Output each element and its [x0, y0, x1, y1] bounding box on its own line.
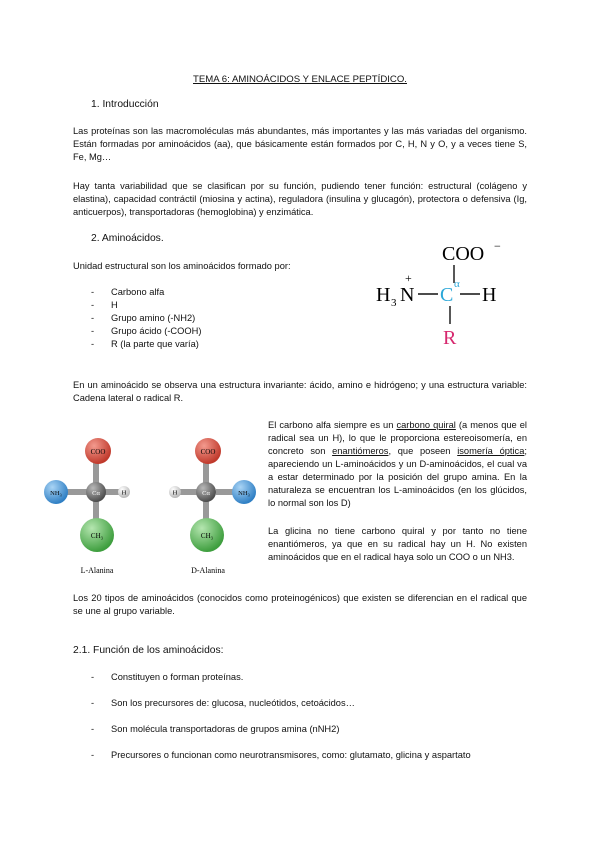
l-alanine-caption: L-Alanina: [80, 566, 114, 575]
l-alanine-model: [44, 438, 130, 575]
list-item: - Precursores o funcionan como neurotransmisores, como: glutamato, glicina y aspartato: [91, 749, 527, 762]
term-enantiomeros: enantiómeros: [332, 446, 389, 456]
list-item: - Son los precursores de: glucosa, nucleótidos, cetoácidos…: [91, 697, 527, 710]
page-title: TEMA 6: AMINOÁCIDOS Y ENLACE PEPTÍDICO.: [193, 74, 407, 85]
formula-h: H: [482, 284, 497, 306]
section-heading-aminoacidos: 2. Aminoácidos.: [91, 233, 164, 244]
list-item: - H: [91, 299, 311, 312]
paragraph-carbono-alfa: El carbono alfa siempre es un carbono quiral (a menos que el radical sea un H), lo que le proporciona estereoisomería, en concreto son enantiómeros, que poseen isomería óptica; apareciendo un L-aminoácidos y un D-aminoácidos, el cual va a estar determinado por la posición del grupo amina. En la naturaleza se encuentran los L-aminoácidos (en los glúcidos, lo normal son los D): [268, 420, 527, 508]
list-item: - Son molécula transportadoras de grupos amina (nNH2): [91, 723, 527, 736]
components-list: [91, 286, 311, 351]
coo-label: COO: [90, 448, 106, 456]
nh3-label: NH₃: [238, 490, 250, 497]
paragraph-proteinas: Las proteínas son las macromoléculas más abundantes, más importantes y las más variadas del organismo. Están formadas por aminoácidos (aa), que básicamente están formados por C, H, N y O, y a veces tiene S, Fe, Mg…: [73, 126, 527, 162]
formula-r: R: [443, 327, 457, 349]
coo-label: COO: [200, 448, 216, 456]
section-heading-funcion: 2.1. Función de los aminoácidos:: [73, 645, 224, 656]
d-alanine-caption: D-Alanina: [191, 566, 225, 575]
list-item: - Constituyen o forman proteínas.: [91, 671, 527, 684]
formula-coo: COO: [442, 243, 485, 265]
list-item: - R (la parte que varía): [91, 338, 311, 351]
amino-acid-formula: [370, 238, 520, 350]
term-isomeria-optica: isomería óptica: [457, 446, 525, 456]
formula-n: N: [400, 284, 415, 306]
formula-n-charge: +: [405, 271, 412, 285]
alanine-enantiomers-figure: [40, 432, 265, 580]
term-carbono-quiral: carbono quiral: [396, 420, 456, 430]
section-heading-introduccion: 1. Introducción: [91, 99, 159, 110]
formula-h3-sub: 3: [391, 297, 397, 309]
formula-h3: H: [376, 284, 391, 306]
list-item: - Grupo amino (-NH2): [91, 312, 311, 325]
paragraph-variabilidad: Hay tanta variabilidad que se clasifican por su función, pudiendo tener función: estructural (colágeno y elastina), capacidad contráctil (miosina y actina), reguladora (insulina y glucagón), protectora o defensiva (Ig, anticuerpos), transportadoras (hemoglobina) y enzimática.: [73, 181, 527, 217]
formula-alpha: α: [454, 278, 460, 290]
formula-coo-charge: −: [494, 239, 501, 253]
ch3-label: CH₃: [200, 532, 214, 540]
h-label: H: [172, 489, 178, 497]
d-alanine-model: [169, 438, 256, 575]
nh3-label: NH₃: [50, 490, 62, 497]
list-item: - Grupo ácido (-COOH): [91, 325, 311, 338]
paragraph-20-tipos: Los 20 tipos de aminoácidos (conocidos como proteinogénicos) que existen se diferencian en el radical que se une al grupo variable.: [73, 593, 527, 616]
formula-c: C: [440, 284, 454, 306]
alpha-carbon-label: Cα: [92, 490, 100, 497]
paragraph-glicina: La glicina no tiene carbono quiral y por tanto no tiene enantiómeros, ya que en su radical hay un H. No existen aminoácidos que en el radical haya solo un COO o un NH3.: [268, 526, 527, 562]
h-label: H: [121, 489, 127, 497]
ch3-label: CH₃: [90, 532, 104, 540]
paragraph-unidad-estructural: Unidad estructural son los aminoácidos formado por:: [73, 261, 291, 271]
paragraph-estructura-invariante: En un aminoácido se observa una estructura invariante: ácido, amino e hidrógeno; y una estructura variable: Cadena lateral o radical R.: [73, 380, 527, 403]
list-item: - Carbono alfa: [91, 286, 311, 299]
functions-list: [91, 671, 527, 762]
alpha-carbon-label: Cα: [202, 490, 210, 497]
